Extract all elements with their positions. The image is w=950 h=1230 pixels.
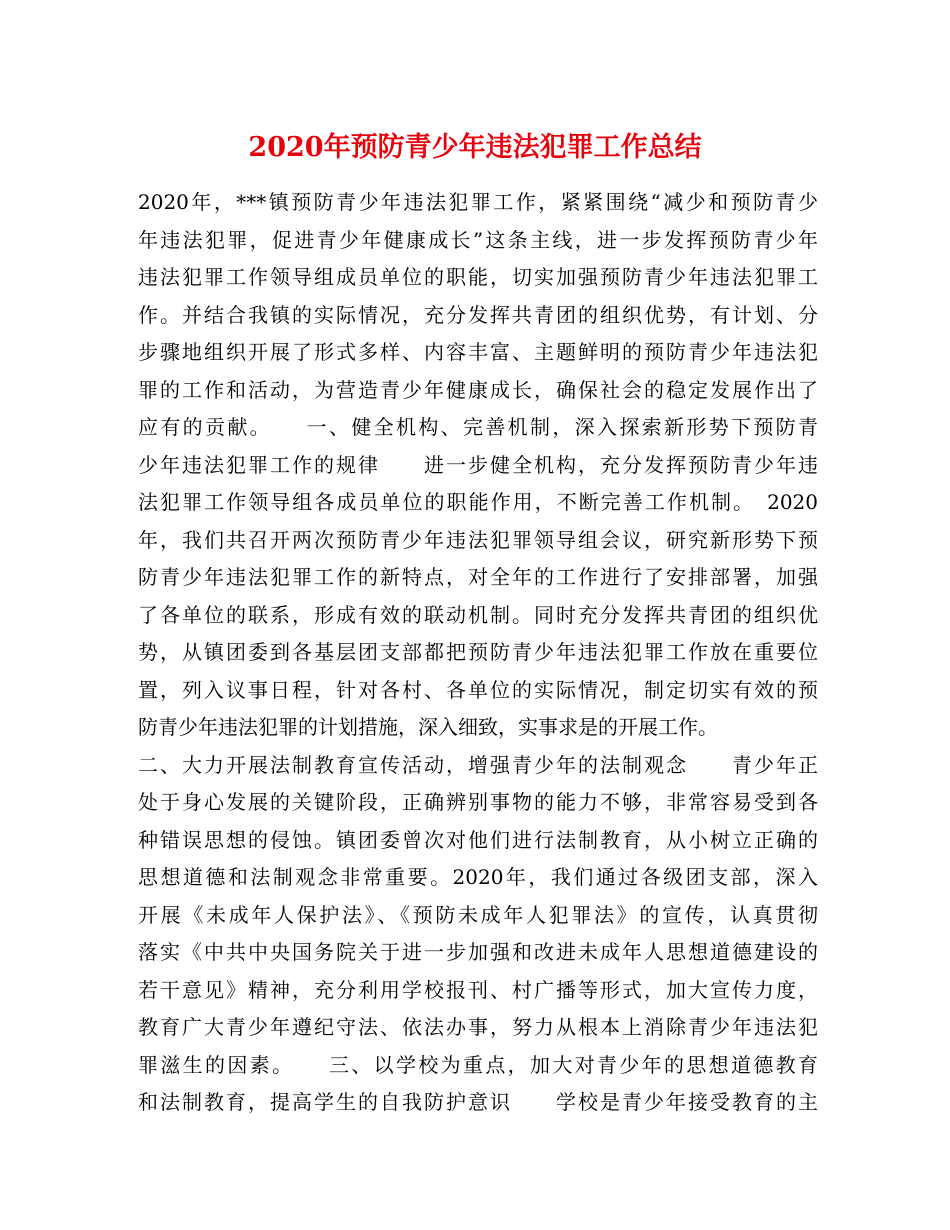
text-line: 处于身心发展的关键阶段，正确辨别事物的能力不够，非常容易受到各	[138, 790, 818, 814]
text-line: 了各单位的联系，形成有效的联动机制。同时充分发挥共青团的组织优	[138, 602, 818, 627]
text-line: 势，从镇团委到各基层团支部都把预防青少年违法犯罪工作放在重要位	[138, 640, 818, 664]
text-line: 置，列入议事日程，针对各村、各单位的实际情况，制定切实有效的预	[138, 677, 818, 702]
text-line: 若干意见》精神，充分利用学校报刊、村广播等形式，加大宣传力度，	[138, 977, 818, 1002]
text-line: 违法犯罪工作领导组成员单位的职能，切实加强预防青少年违法犯罪工	[138, 265, 818, 289]
text-line: 年违法犯罪，促进青少年健康成长”这条主线，进一步发挥预防青少年	[138, 227, 818, 252]
text-line: 罪的工作和活动，为营造青少年健康成长，确保社会的稳定发展作出了	[138, 377, 818, 402]
text-line: 2020年，***镇预防青少年违法犯罪工作，紧紧围绕“减少和预防青少	[138, 190, 818, 214]
text-line: 开展《未成年人保护法》、《预防未成年人犯罪法》的宣传，认真贯彻	[138, 902, 818, 927]
text-line: 二、大力开展法制教育宣传活动，增强青少年的法制观念 青少年正	[138, 752, 818, 777]
text-line: 罪滋生的因素。 三、以学校为重点，加大对青少年的思想道德教育	[138, 1052, 818, 1077]
text-line: 防青少年违法犯罪工作的新特点，对全年的工作进行了安排部署，加强	[138, 565, 818, 589]
text-line: 教育广大青少年遵纪守法、依法办事，努力从根本上消除青少年违法犯	[138, 1015, 818, 1039]
document-title: 2020年预防青少年违法犯罪工作总结	[248, 132, 702, 163]
text-line: 步骤地组织开展了形式多样、内容丰富、主题鲜明的预防青少年违法犯	[138, 340, 818, 364]
text-line: 法犯罪工作领导组各成员单位的职能作用，不断完善工作机制。 2020	[138, 490, 818, 514]
document-body	[138, 184, 818, 1122]
text-line: 种错误思想的侵蚀。镇团委曾次对他们进行法制教育，从小树立正确的	[138, 827, 818, 852]
text-line: 思想道德和法制观念非常重要。2020年，我们通过各级团支部，深入	[138, 865, 818, 889]
text-line: 应有的贡献。 一、健全机构、完善机制，深入探索新形势下预防青	[138, 415, 818, 439]
text-line: 防青少年违法犯罪的计划措施，深入细致，实事求是的开展工作。	[138, 715, 718, 739]
text-line: 作。并结合我镇的实际情况，充分发挥共青团的组织优势，有计划、分	[138, 302, 818, 327]
text-line: 年，我们共召开两次预防青少年违法犯罪领导组会议，研究新形势下预	[138, 527, 818, 552]
text-line: 和法制教育，提高学生的自我防护意识 学校是青少年接受教育的主	[138, 1090, 818, 1114]
text-line: 落实《中共中央国务院关于进一步加强和改进未成年人思想道德建设的	[138, 940, 818, 964]
text-line: 少年违法犯罪工作的规律 进一步健全机构，充分发挥预防青少年违	[138, 452, 818, 477]
